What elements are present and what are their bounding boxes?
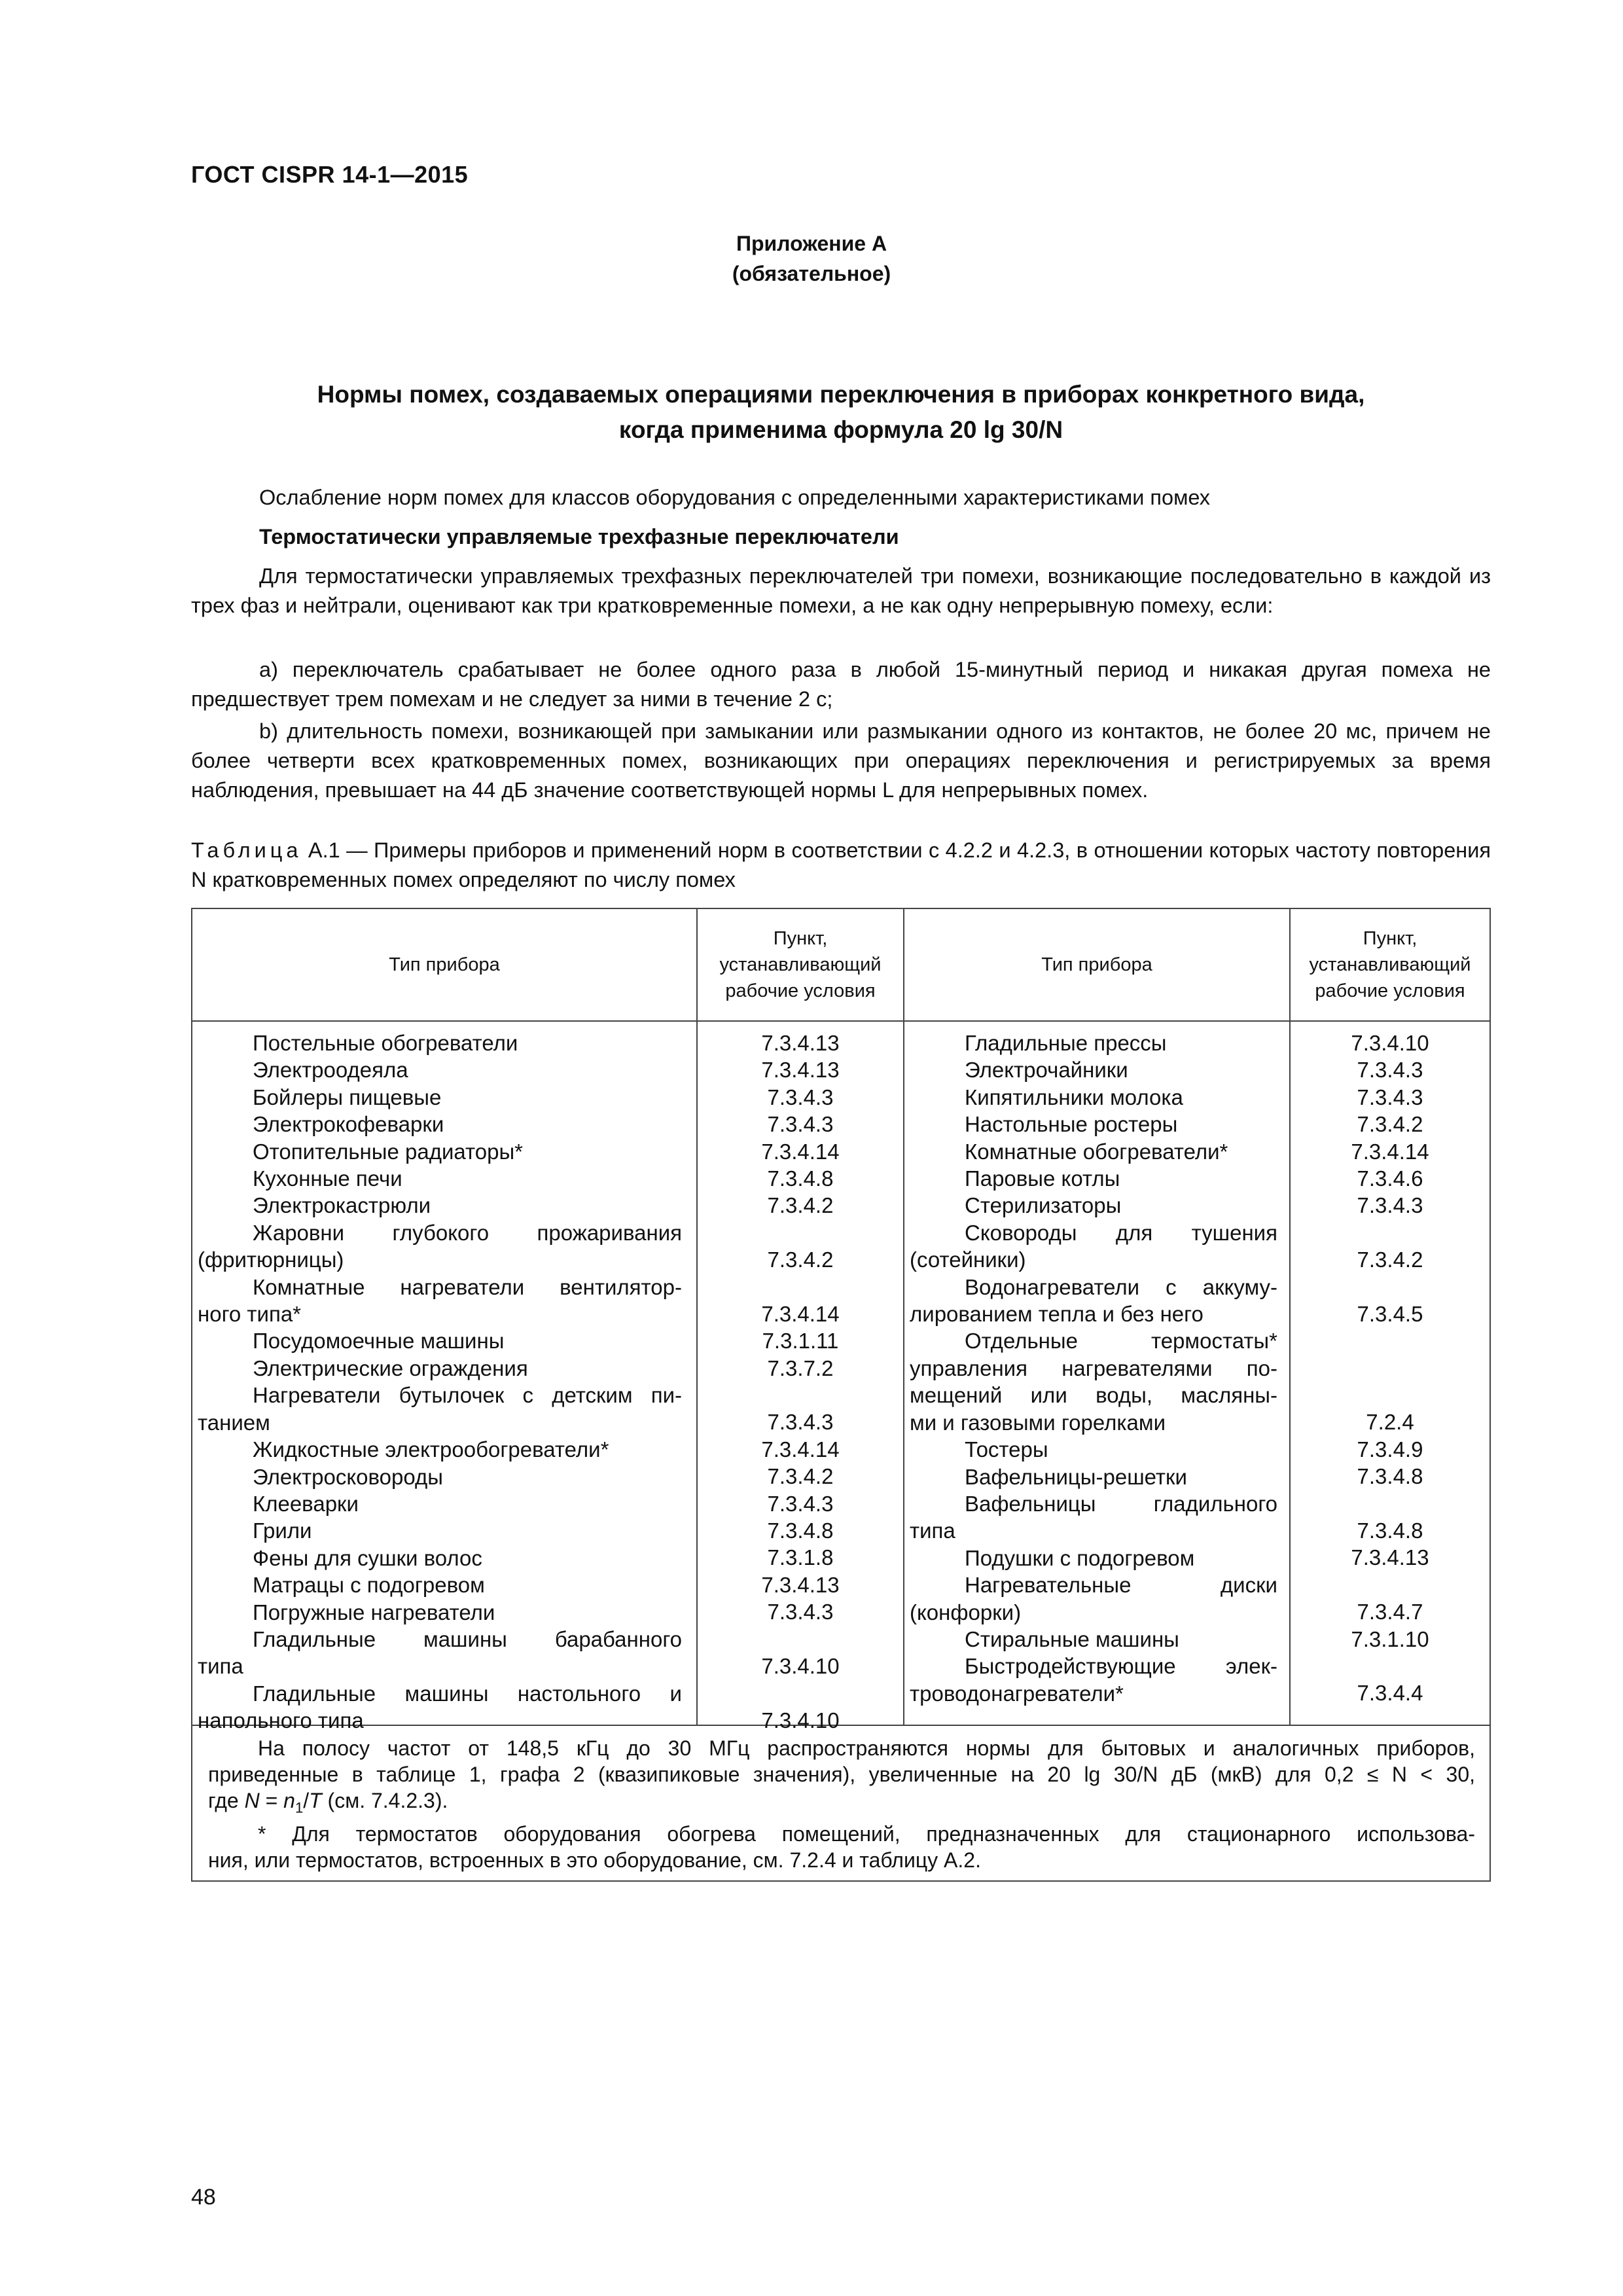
left-device-row: Грили bbox=[253, 1518, 312, 1543]
right-clause-cell bbox=[1291, 1274, 1489, 1300]
appendix-label: Приложение А bbox=[736, 232, 887, 255]
note-line: * Для термостатов оборудования обогрева помещений, предназначенных для стационарного использова- bbox=[258, 1822, 1475, 1846]
left-clause-cell bbox=[698, 1219, 903, 1246]
right-device-row: управления нагревателями по- bbox=[910, 1355, 1277, 1380]
table-note bbox=[208, 1735, 1475, 1873]
header-clause-line: рабочие условия bbox=[725, 980, 876, 1001]
right-device-row: Быстродействующие элек- bbox=[965, 1654, 1277, 1679]
left-clause-cell: 7.3.4.14 bbox=[761, 1437, 840, 1462]
right-device-row: Стиральные машины bbox=[965, 1626, 1179, 1651]
left-clause-cell bbox=[698, 1679, 903, 1706]
left-device-row: Электрокастрюли bbox=[253, 1193, 431, 1218]
right-device-row: Водонагреватели с аккуму- bbox=[965, 1274, 1277, 1299]
left-device-row: Погружные нагреватели bbox=[253, 1600, 495, 1624]
header-clause-left bbox=[698, 925, 903, 1004]
header-device-type-right: Тип прибора bbox=[1041, 954, 1152, 975]
right-device-row: (конфорки) bbox=[910, 1600, 1022, 1624]
right-clause-cell bbox=[1291, 1653, 1489, 1679]
page-number: 48 bbox=[191, 2185, 216, 2210]
right-clause-column bbox=[1291, 1030, 1489, 1707]
right-device-row: Вафельницы-решетки bbox=[965, 1464, 1187, 1489]
right-clause-cell: 7.3.4.5 bbox=[1357, 1301, 1423, 1326]
left-device-row: (фритюрницы) bbox=[198, 1247, 344, 1272]
note-line: ния, или термостатов, встроенных в это оборудование, см. 7.2.4 и таблицу А.2. bbox=[208, 1848, 981, 1873]
right-device-row: мещений или воды, масляны- bbox=[910, 1383, 1277, 1408]
left-device-row: типа bbox=[198, 1654, 243, 1679]
left-clause-cell: 7.3.4.10 bbox=[761, 1708, 840, 1732]
left-device-row: Матрацы с подогревом bbox=[253, 1573, 485, 1598]
left-device-row: Электросковороды bbox=[253, 1464, 443, 1489]
right-device-row: ми и газовыми горелками bbox=[910, 1410, 1166, 1435]
right-clause-cell: 7.3.4.8 bbox=[1357, 1464, 1423, 1489]
left-clause-cell: 7.3.4.13 bbox=[761, 1031, 840, 1055]
note-line: приведенные в таблице 1, графа 2 (квазипиковые значения), увеличенные на 20 lg 30/N дБ (мкВ) для 0,2 ≤ N < 30, bbox=[208, 1763, 1475, 1786]
left-device-row: Гладильные машины настольного и bbox=[253, 1681, 682, 1706]
title-line-1: Нормы помех, создаваемых операциями переключения в приборах конкретного вида, bbox=[317, 381, 1365, 408]
right-clause-cell bbox=[1291, 1219, 1489, 1246]
header-device-type-left: Тип прибора bbox=[389, 954, 500, 975]
intro-paragraph: Ослабление норм помех для классов оборудования с определенными характеристиками помех bbox=[259, 486, 1211, 509]
right-device-row: Электрочайники bbox=[965, 1058, 1128, 1083]
left-clause-cell bbox=[698, 1626, 903, 1653]
left-clause-cell bbox=[698, 1274, 903, 1300]
table-caption-text: А.1 — Примеры приборов и применений норм в соответствии с 4.2.2 и 4.2.3, в отношении которых частоту повторения N кратковременных помех определяют по числу помех bbox=[191, 838, 1491, 891]
left-device-row: Электрокофеварки bbox=[253, 1112, 444, 1137]
header-clause-line: Пункт, bbox=[1363, 928, 1418, 949]
left-device-row: Кухонные печи bbox=[253, 1166, 402, 1191]
right-device-row: Комнатные обогреватели* bbox=[965, 1139, 1228, 1164]
left-device-row: Клееварки bbox=[253, 1491, 359, 1516]
right-device-row: Подушки с подогревом bbox=[965, 1545, 1195, 1570]
header-clause-line: устанавливающий bbox=[1309, 954, 1471, 975]
left-clause-cell: 7.3.4.2 bbox=[767, 1464, 834, 1489]
left-device-row: Постельные обогреватели bbox=[253, 1031, 518, 1055]
right-clause-cell: 7.3.4.4 bbox=[1357, 1681, 1423, 1706]
right-clause-cell bbox=[1291, 1490, 1489, 1517]
left-device-row: напольного типа bbox=[198, 1708, 364, 1733]
right-device-row: Отдельные термостаты* bbox=[965, 1329, 1277, 1354]
right-clause-cell: 7.3.4.7 bbox=[1357, 1600, 1423, 1624]
right-device-row: Вафельницы гладильного bbox=[965, 1491, 1277, 1516]
right-clause-cell: 7.3.4.2 bbox=[1357, 1112, 1423, 1137]
right-clause-cell: 7.3.4.3 bbox=[1357, 1085, 1423, 1109]
header-clause-line: устанавливающий bbox=[719, 954, 882, 975]
right-clause-cell bbox=[1291, 1355, 1489, 1382]
right-clause-cell: 7.3.4.3 bbox=[1357, 1058, 1423, 1083]
right-clause-cell: 7.3.4.3 bbox=[1357, 1193, 1423, 1218]
left-device-row: Комнатные нагреватели вентилятор- bbox=[253, 1274, 682, 1299]
right-clause-cell: 7.3.4.13 bbox=[1351, 1545, 1429, 1570]
left-clause-cell: 7.3.4.2 bbox=[767, 1193, 834, 1218]
devices-table bbox=[191, 908, 1491, 1882]
left-clause-cell: 7.3.4.2 bbox=[767, 1247, 834, 1272]
title-line-2: когда применима формула 20 lg 30/N bbox=[618, 416, 1063, 443]
left-clause-cell: 7.3.4.3 bbox=[767, 1410, 834, 1435]
right-clause-cell: 7.3.1.10 bbox=[1351, 1626, 1429, 1651]
left-device-row: Электроодеяла bbox=[253, 1058, 408, 1083]
left-clause-cell: 7.3.4.13 bbox=[761, 1572, 840, 1597]
left-clause-cell: 7.3.4.8 bbox=[767, 1518, 834, 1543]
left-device-row: Гладильные машины барабанного bbox=[253, 1626, 682, 1651]
table-caption bbox=[191, 836, 1491, 895]
right-device-row: Паровые котлы bbox=[965, 1166, 1120, 1191]
left-clause-cell: 7.3.4.3 bbox=[767, 1600, 834, 1624]
condition-a: a) переключатель срабатывает не более одного раза в любой 15-минутный период и никакая другая помеха не предшествует трем помехам и не следует за ними в течение 2 с; bbox=[191, 658, 1491, 711]
note-line: На полосу частот от 148,5 кГц до 30 МГц распространяются нормы для бытовых и аналогичных приборов, bbox=[258, 1736, 1475, 1760]
right-device-row: троводонагреватели* bbox=[910, 1681, 1124, 1706]
left-device-row: Нагреватели бутылочек с детским пи- bbox=[253, 1383, 682, 1408]
left-clause-cell: 7.3.4.3 bbox=[767, 1112, 834, 1137]
left-device-row: Посудомоечные машины bbox=[253, 1329, 505, 1354]
left-clause-cell: 7.3.4.13 bbox=[761, 1058, 840, 1083]
right-clause-cell: 7.2.4 bbox=[1366, 1410, 1414, 1435]
appendix-title bbox=[191, 377, 1491, 448]
left-device-row: Фены для сушки волос bbox=[253, 1545, 482, 1570]
left-clause-cell: 7.3.4.14 bbox=[761, 1139, 840, 1164]
right-clause-cell bbox=[1291, 1382, 1489, 1408]
left-clause-cell: 7.3.4.14 bbox=[761, 1301, 840, 1326]
left-device-row: ного типа* bbox=[198, 1302, 302, 1327]
right-clause-cell: 7.3.4.8 bbox=[1357, 1518, 1423, 1543]
right-device-row: Нагревательные диски bbox=[965, 1573, 1277, 1598]
right-clause-cell: 7.3.4.9 bbox=[1357, 1437, 1423, 1462]
left-clause-cell: 7.3.4.3 bbox=[767, 1491, 834, 1516]
left-device-column bbox=[198, 1030, 682, 1734]
right-clause-cell: 7.3.4.14 bbox=[1351, 1139, 1429, 1164]
left-device-row: Жидкостные электрообогреватели* bbox=[253, 1437, 609, 1462]
right-device-row: Кипятильники молока bbox=[965, 1085, 1183, 1109]
left-clause-cell: 7.3.4.10 bbox=[761, 1653, 840, 1678]
right-device-row: Гладильные прессы bbox=[965, 1031, 1167, 1055]
left-clause-cell: 7.3.7.2 bbox=[767, 1355, 834, 1380]
header-divider bbox=[192, 1020, 1489, 1022]
right-device-row: Настольные ростеры bbox=[965, 1112, 1178, 1137]
left-clause-cell: 7.3.4.8 bbox=[767, 1166, 834, 1191]
right-device-row: Стерилизаторы bbox=[965, 1193, 1122, 1218]
left-device-row: Бойлеры пищевые bbox=[253, 1085, 442, 1109]
right-clause-cell: 7.3.4.2 bbox=[1357, 1247, 1423, 1272]
right-device-row: типа bbox=[910, 1518, 955, 1543]
left-device-row: Электрические ограждения bbox=[253, 1355, 528, 1380]
right-device-row: Тостеры bbox=[965, 1437, 1048, 1462]
right-clause-cell bbox=[1291, 1571, 1489, 1598]
header-clause-right bbox=[1291, 925, 1489, 1004]
left-clause-cell: 7.3.1.11 bbox=[762, 1329, 839, 1354]
header-clause-line: Пункт, bbox=[773, 928, 828, 949]
left-clause-cell bbox=[698, 1382, 903, 1408]
right-device-column bbox=[910, 1030, 1277, 1707]
right-clause-cell: 7.3.4.6 bbox=[1357, 1166, 1423, 1191]
right-device-row: (сотейники) bbox=[910, 1247, 1026, 1272]
left-device-row: Жаровни глубокого прожаривания bbox=[253, 1220, 682, 1245]
right-clause-cell: 7.3.4.10 bbox=[1351, 1031, 1429, 1055]
document-code: ГОСТ CISPR 14-1—2015 bbox=[191, 161, 469, 188]
note-line: где $N = n_1/T$ (см. 7.4.2.3). bbox=[208, 1789, 448, 1816]
appendix-status: (обязательное) bbox=[732, 262, 891, 285]
right-device-row: Сковороды для тушения bbox=[965, 1220, 1277, 1245]
right-device-row: лированием тепла и без него bbox=[910, 1302, 1204, 1327]
right-clause-cell bbox=[1291, 1327, 1489, 1354]
table-caption-label: Таблица bbox=[191, 838, 302, 862]
left-device-row: Отопительные радиаторы* bbox=[253, 1139, 524, 1164]
left-clause-cell: 7.3.1.8 bbox=[767, 1545, 834, 1570]
column-divider bbox=[903, 909, 904, 1725]
header-clause-line: рабочие условия bbox=[1315, 980, 1465, 1001]
condition-b: b) длительность помехи, возникающей при замыкании или размыкании одного из контактов, не более 20 мс, причем не более четверти всех кратковременных помех, возникающих при операциях переключения и регистрируемых за время наблюдения, превышает на 44 дБ значение соответствующей нормы L для непрерывных помех. bbox=[191, 719, 1491, 802]
subheading: Термостатически управляемые трехфазные переключатели bbox=[259, 525, 899, 548]
left-device-row: танием bbox=[198, 1410, 270, 1435]
left-clause-cell: 7.3.4.3 bbox=[767, 1085, 834, 1109]
left-clause-column bbox=[698, 1030, 903, 1734]
conditions-paragraph: Для термостатически управляемых трехфазных переключателей три помехи, возникающие последовательно в каждой из трех фаз и нейтрали, оценивают как три кратковременные помехи, а не как одну непрерывную помеху, если: bbox=[191, 564, 1491, 617]
